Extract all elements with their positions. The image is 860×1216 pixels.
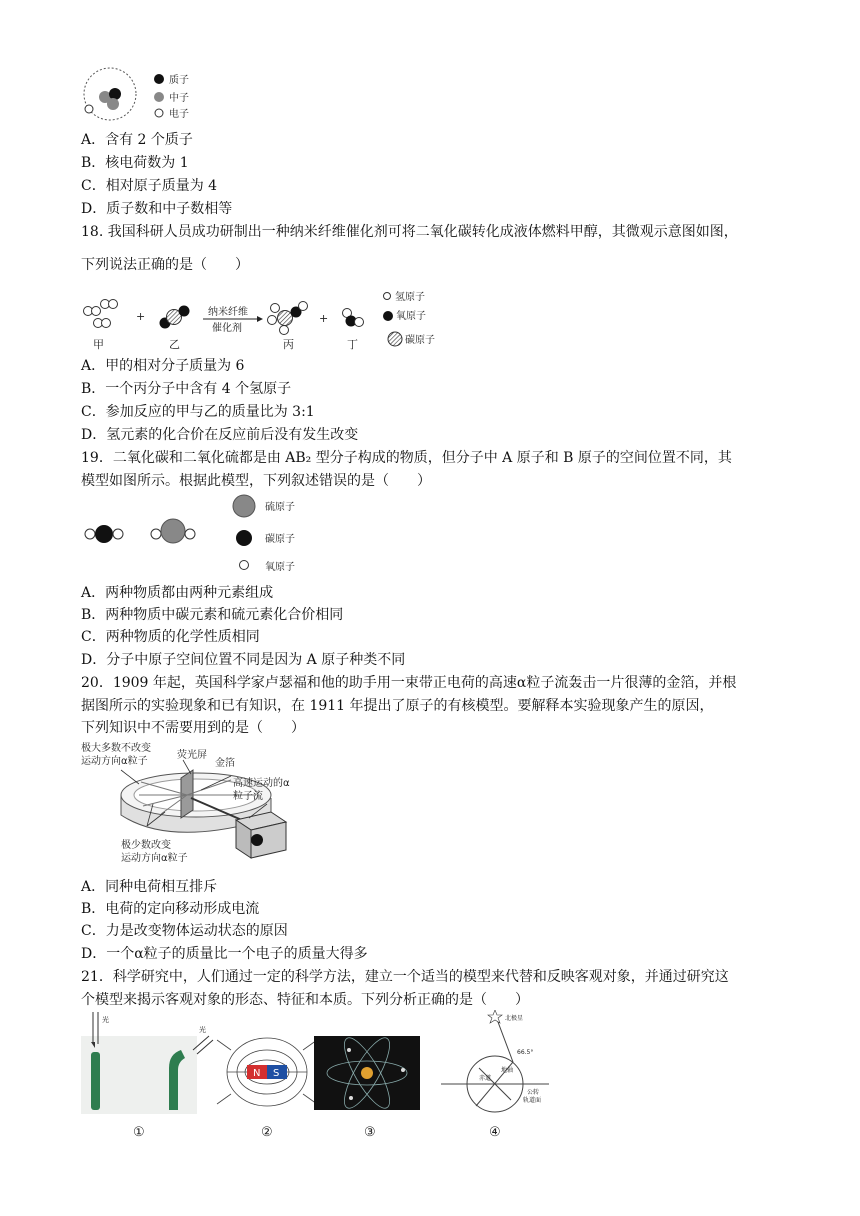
legend-proton-dot [154,74,164,84]
q18-option-c: C．参加反应的甲与乙的质量比为 3:1 [81,404,315,420]
proton [109,88,121,100]
legend-hydrogen-dot [384,293,391,300]
light-label-2: 光 [199,1026,206,1034]
q17-option-d: D．质子数和中子数相等 [81,201,233,217]
catalyst-label-line1: 纳米纤维 [208,307,248,318]
plus-sign: + [319,312,329,325]
methanol-reaction-figure [81,284,451,352]
label-undeflected-line1: 极大多数不改变 [81,743,151,754]
earth-axis-diagram [441,1010,549,1112]
q20-stem-line2: 据图所示的实验现象和已有知识，在 1911 年提出了原子的有核模型。要解释本实验现象产生的原因， [81,698,714,714]
q20-stem-line1: 20．1909 年起，英国科学家卢瑟福和他的助手用一束带正电荷的高速α粒子流轰击一片很薄的金箔，并根 [81,675,737,691]
q19-option-b: B．两种物质中碳元素和硫元素化合价相同 [81,607,344,623]
legend-oxygen-label: 氧原子 [265,562,295,573]
co2-model [85,525,123,543]
magnet-s: S [273,1068,280,1079]
so2-model [151,519,195,543]
equator-label: 赤道 [479,1075,492,1082]
q20-option-b: B．电荷的定向移动形成电流 [81,901,260,917]
label-deflected-line2: 运动方向α粒子 [121,853,188,864]
legend-electron-label: 电子 [169,109,189,120]
legend-neutron-label: 中子 [169,93,189,104]
plus-sign: + [136,310,146,323]
label-deflected-line1: 极少数改变 [121,840,171,851]
q21-stem-line1: 21．科学研究中，人们通过一定的科学方法，建立一个适当的模型来代替和反映客观对象，并通过研究这 [81,969,729,985]
legend-carbon-dot [236,530,252,546]
q18-option-d: D．氢元素的化合价在反应前后没有发生改变 [81,427,359,443]
label-ding: 丁 [347,338,358,351]
q19-stem-line2: 模型如图所示。根据此模型，下列叙述错误的是（ ） [81,473,431,489]
caption-2: ② [261,1125,273,1140]
label-screen: 荧光屏 [177,750,207,761]
legend-sulfur-dot [233,495,255,517]
q18-stem-line2: 下列说法正确的是（ ） [81,257,249,273]
label-yi: 乙 [169,338,180,351]
caption-1: ① [133,1125,145,1140]
electron [85,105,93,113]
legend-carbon-dot [388,332,402,346]
phototropism-image [81,1012,213,1114]
caption-3: ③ [364,1125,376,1140]
label-jia: 甲 [93,338,104,351]
orbit-label-line1: 公转 [527,1089,540,1096]
q20-option-a: A．同种电荷相互排斥 [81,879,218,895]
angle-label: 66.5° [517,1049,534,1056]
orbit-label-line2: 轨道面 [523,1097,542,1104]
q19-stem-line1: 19．二氧化碳和二氧化硫都是由 AB₂ 型分子构成的物质，但分子中 A 原子和 B 原子的空间位置不同，其 [81,450,732,466]
atom-orbit-image [314,1032,420,1113]
neutron [107,98,119,110]
legend-oxygen-label: 氧原子 [396,311,426,322]
alpha-source-box [236,812,286,858]
label-beam-line1: 高速运动的α [233,778,290,789]
methanol-molecule [268,302,308,335]
polaris-label: 北极星 [505,1015,524,1022]
science-models-figure [81,1010,551,1140]
q18-stem-line1: 18. 我国科研人员成功研制出一种纳米纤维催化剂可将二氧化碳转化成液体燃料甲醇，其微观示意图如图， [81,224,738,240]
catalyst-label-line2: 催化剂 [212,323,242,334]
label-undeflected-line2: 运动方向α粒子 [81,756,148,767]
q20-option-d: D．一个α粒子的质量比一个电子的质量大得多 [81,946,368,962]
q19-option-a: A．两种物质都由两种元素组成 [81,585,274,601]
legend-hydrogen-label: 氢原子 [395,292,425,303]
q20-option-c: C．力是改变物体运动状态的原因 [81,923,288,939]
legend-carbon-label: 碳原子 [405,335,435,346]
label-bing: 丙 [283,338,294,351]
legend-oxygen-dot [383,311,393,321]
legend-electron-dot [155,109,163,117]
legend-sulfur-label: 硫原子 [265,502,295,513]
co2-molecule [160,306,190,329]
light-label-1: 光 [102,1016,109,1024]
q21-stem-line2: 个模型来揭示客观对象的形态、特征和本质。下列分析正确的是（ ） [81,992,529,1008]
magnet-n: N [253,1068,261,1079]
q18-option-b: B．一个丙分子中含有 4 个氢原子 [81,381,292,397]
q18-option-a: A．甲的相对分子质量为 6 [81,358,245,374]
q19-option-d: D．分子中原子空间位置不同是因为 A 原子种类不同 [81,652,406,668]
label-beam-line2: 粒子流 [233,791,263,802]
legend-oxygen-dot [240,561,249,570]
ab2-model-figure [81,492,321,574]
arrow-head [257,316,263,322]
magnetic-field-image [217,1038,317,1106]
q17-option-a: A．含有 2 个质子 [81,132,193,148]
hydrogen-molecules [84,300,118,328]
q17-option-b: B．核电荷数为 1 [81,155,189,171]
legend-proton-label: 质子 [169,75,189,86]
q20-stem-line3: 下列知识中不需要用到的是（ ） [81,720,305,736]
q17-option-c: C．相对原子质量为 4 [81,178,218,194]
atom-model-figure [81,66,201,122]
label-gold-foil: 金箔 [215,758,235,769]
rutherford-experiment-figure [81,740,321,870]
legend-neutron-dot [154,92,164,102]
legend-carbon-label: 碳原子 [265,534,295,545]
q19-option-c: C．两种物质的化学性质相同 [81,629,260,645]
water-molecule [343,309,364,327]
axis-label: 地轴 [501,1067,514,1074]
caption-4: ④ [489,1125,501,1140]
